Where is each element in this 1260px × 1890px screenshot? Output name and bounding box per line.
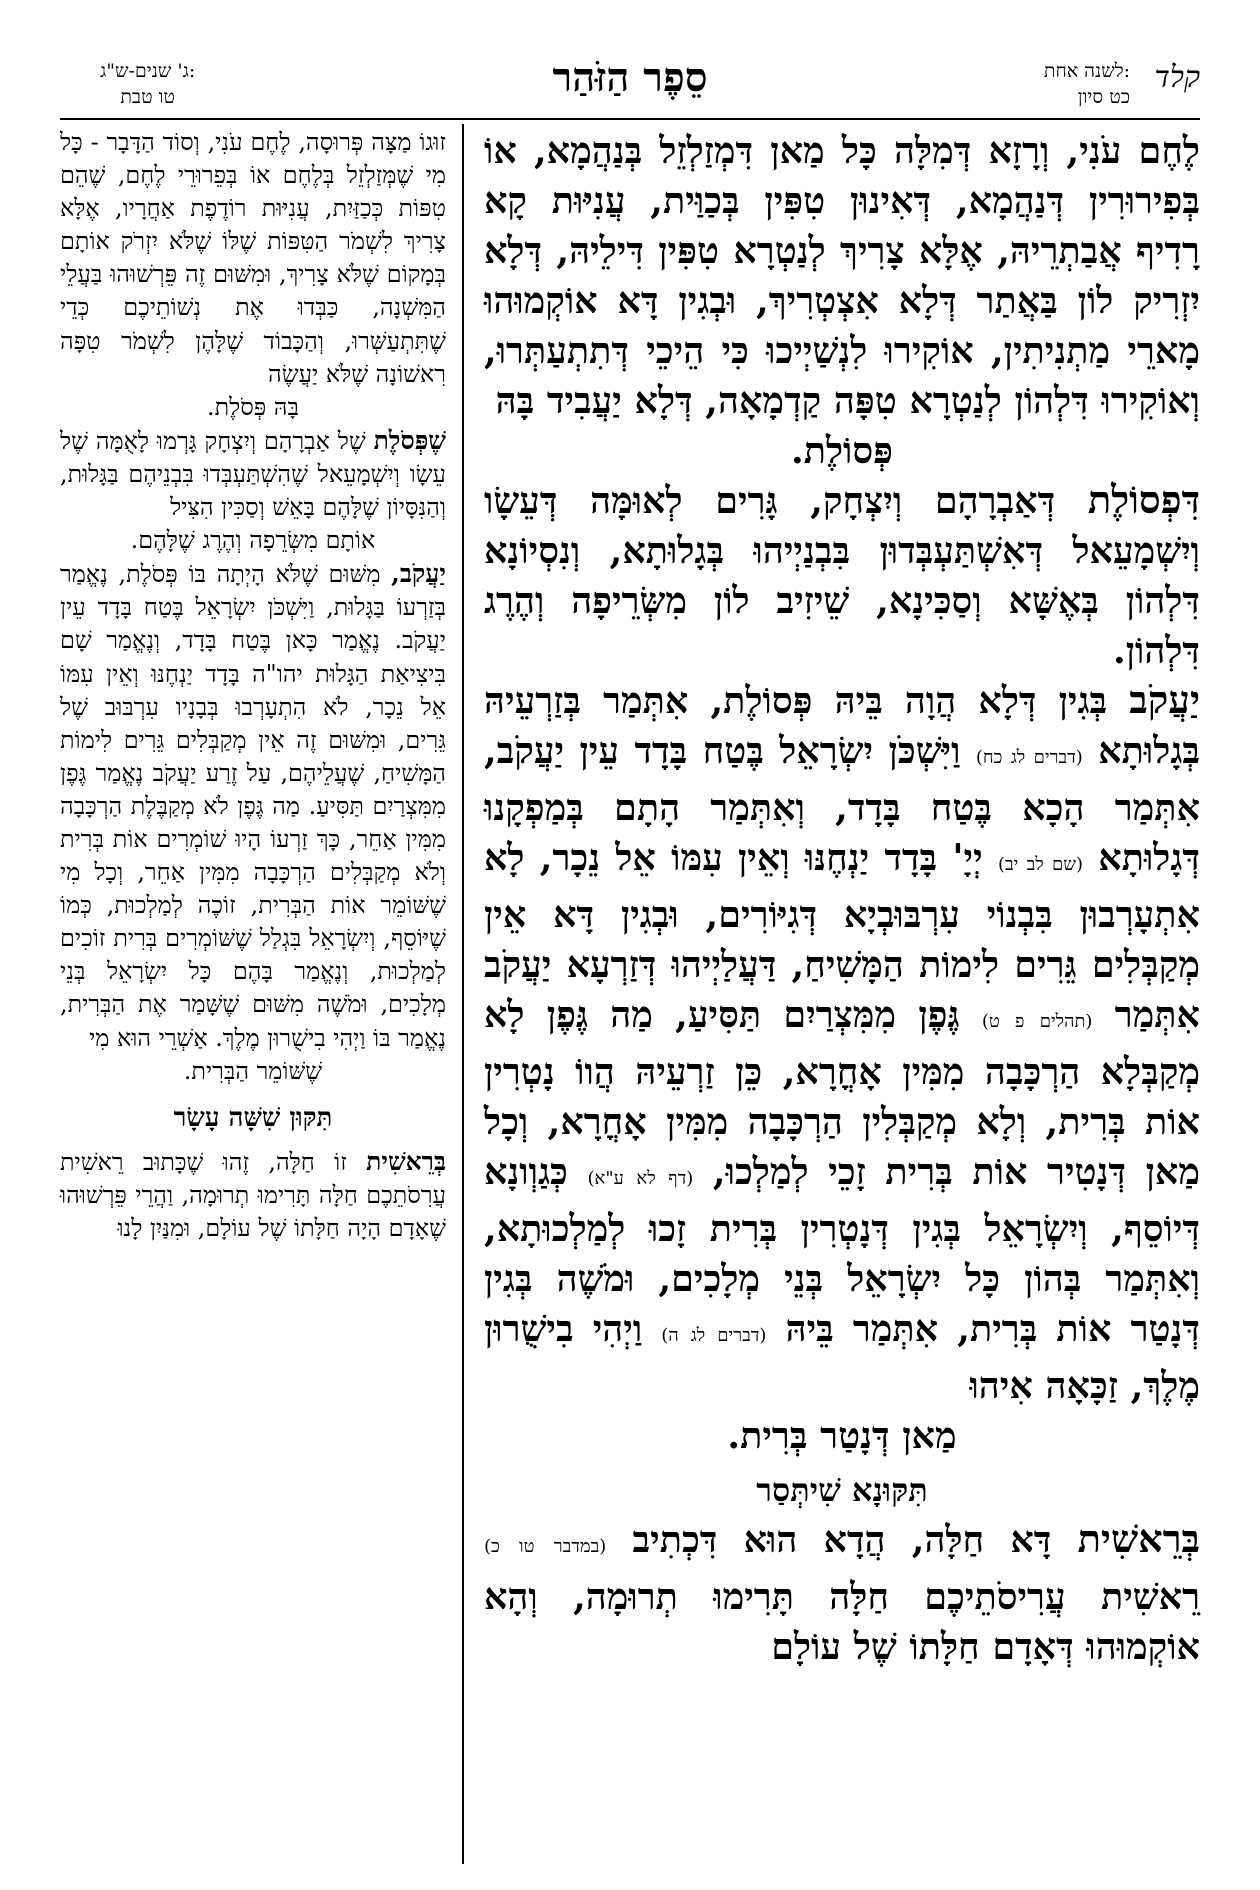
hebrew-translation-column xyxy=(60,126,446,1245)
main-p4-lead-word: בְּרֵאשִׁית xyxy=(1077,1517,1200,1562)
side-p3-text: מִשּׁוּם שֶׁלֹּא הָיְתָה בּוֹ פְּסֹלֶת, נֶאֱמַר בְּזַרְעוֹ בַּגָּלוּת, וַיִּשְׁכֹּן יִשְׂרָאֵל בֶּטַח בָּדָד עֵין יַעֲקֹב. נֶאֱמַר כָּאן בֶּטַח בָּדָד, וְנֶאֱמַר שָׁם בִּיצִיאַת הַגָּלוּת יהו"ה בָּדָד יַנְחֶנּוּ וְאֵין עִמּוֹ אֵל נֵכָר, לֹא הִתְעָרְבוּ בְּבָנָיו עִרְבּוּב שֶׁל גֵּרִים, וּמִשּׁוּם זֶה אֵין מְקַבְּלִים גֵּרִים לִימוֹת הַמָּשִׁיחַ, שֶׁעֲלֵיהֶם, עַל זֶרַע יַעֲקֹב נֶאֱמַר גֶּפֶן מִמִּצְרַיִם תַּסִּיעַ. מַה גֶּפֶן לֹא מְקַבֶּלֶת הַרְכָּבָה מִמִּין אַחֵר, כָּךְ זַרְעוֹ הָיוּ שׁוֹמְרִים אוֹת בְּרִית וְלֹא מְקַבְּלִים הַרְכָּבָה מִמִּין אַחֵר, וְכָל מִי שֶׁשּׁוֹמֵר אוֹת הַבְּרִית, זוֹכֶה לְמַלְכוּת, כְּמוֹ שֶׁיּוֹסֵף, וְיִשְׂרָאֵל בִּגְלַל שֶׁשּׁוֹמְרִים בְּרִית זוֹכִים לְמַלְכוּת, וְנֶאֱמַר בָּהֶם כָּל יִשְׂרָאֵל בְּנֵי מְלָכִים, וּמֹשֶׁה מִשּׁוּם שֶׁשָּׁמַר אֶת הַבְּרִית, נֶאֱמַר בּוֹ וַיְהִי בִישֻׁרוּן מֶלֶךְ. אַשְׁרֵי הוּא מִי xyxy=(60,560,446,1052)
main-paragraph-3 xyxy=(484,676,1200,1411)
side-p4-text: זוֹ חַלָּה, זֶהוּ שֶׁכָּתוּב רֵאשִׁית עֲרִסֹתֵכֶם חַלָּה תָּרִימוּ תְרוּמָה, וַהֲרֵי פֵּרְשׁוּהוּ שֶׁאָדָם הָיָה חַלָּתוֹ שֶׁל עוֹלָם, וּמִנַּיִן לָנוּ xyxy=(60,1147,446,1242)
side-p2-lead-word: שֶׁפְּסֹלֶת xyxy=(373,425,446,455)
side-paragraph-3 xyxy=(60,557,446,1054)
column-divider xyxy=(462,124,464,1864)
main-paragraph-4 xyxy=(484,1515,1200,1672)
schedule-one-year-date: כט סיון xyxy=(1077,86,1130,108)
schedule-one-year-label: לשנה אחת: xyxy=(1043,60,1130,82)
verse-reference: (שם לב יב) xyxy=(997,854,1083,875)
side-p3-last-line: שֶׁשּׁוֹמֵר הַבְּרִית. xyxy=(183,1056,323,1085)
verse-reference: (במדבר טו כ) xyxy=(484,1536,607,1557)
verse-reference: (תהלים פ ט) xyxy=(981,1011,1093,1032)
side-p1-last-line: בָּהּ פְּסֹלֶת. xyxy=(207,392,299,421)
main-p3-text-d: גֶּפֶן מִמִּצְרַיִם תַּסִּיעַ, מַה גֶּפֶן לָא מְקַבְּלָא הַרְכָּבָה מִמִּין אָחֳרָא, כֵּן זַרְעֵיהּ הֲווֹ נָטְרִין אוֹת בְּרִית, וְלָא מְקַבְּלִין הַרְכָּבָה מִמִּין אָחֳרָא, וְכָל מַאן דְּנָטִיר אוֹת בְּרִית זָכֵי לְמַלְכוּ, xyxy=(484,993,1200,1193)
main-p3-text-b: וַיִּשְׁכֹּן יִשְׂרָאֵל בֶּטַח בָּדָד עֵין יַעֲקֹב, אִתְּמַר הָכָא בֶּטַח בָּדָד, וְאִתְּמַר הָתָם בְּמַפְקָנוּ דְּגָלוּתָא xyxy=(484,729,1200,879)
side-paragraph-1 xyxy=(60,126,446,391)
main-paragraph-2 xyxy=(484,476,1200,676)
side-p2-text: שֶׁל אַבְרָהָם וְיִצְחָק גָּרְמוּ לָאֻמָּה שֶׁל עֵשָׂו וְיִשְׁמָעֵאל שֶׁהִשְׁתַּעְבְּדוּ בִּבְנֵיהֶם בַּגָּלוּת, וְהַנִּסָּיוֹן שֶׁלָּהֶם בָּאֵשׁ וְסַכִּין הִצִּיל xyxy=(60,426,446,522)
side-p2-last-line: אוֹתָם מִשְּׂרֵפָה וְהֶרֶג שֶׁלָּהֶם. xyxy=(130,526,376,555)
folio-reference: (דף לא ע"א) xyxy=(587,1168,694,1189)
verse-reference: (דברים לג כח) xyxy=(975,747,1083,768)
main-p2-lead-word: דִּפְסוֹלֶת xyxy=(1087,478,1200,523)
main-section-title: תִּקּוּנָא שִׁיתְּסַר xyxy=(756,1471,928,1509)
schedule-three-years-date: טו טבת xyxy=(120,86,175,108)
main-p3-text-c: יְיָ' בָּדָד יַנְחֶנּוּ וְאֵין עִמּוֹ אֵל נֵכָר, לָא אִתְעָרְבוּן בִּבְנוֹי עִרְבּוּבְיָא דְּגִיּוֹרִים, וּבְגִין דָּא אֵין מְקַבְּלִים גֵּרִים לִימוֹת הַמָּשִׁיחַ, דַּעֲלַיְיהוּ דְּזַרְעָא יַעֲקֹב אִתְּמַר xyxy=(484,836,1200,1036)
schedule-three-years-label: ג' שנים-ש"ג: xyxy=(100,60,196,82)
book-title: סֵפֶר הַזֹּהַר xyxy=(552,54,708,101)
main-p3-text-a: בְּגִין דְּלָא הֲוָה בֵּיהּ פְּסוֹלֶת, אִתְּמַר בְּזַרְעֵיהּ בְּגָלוּתָא xyxy=(484,679,1200,772)
header-rule xyxy=(60,118,1200,120)
main-p3-last-line: מַאן דְּנָטַר בְּרִית. xyxy=(727,1414,957,1457)
side-p3-lead-word: יַעֲקֹב, xyxy=(391,559,446,589)
side-paragraph-4 xyxy=(60,1145,446,1245)
main-p1-last-line: פְּסוֹלֶת. xyxy=(791,429,893,472)
main-p4-text-a: דָּא חַלָּה, הֲדָא הוּא דִּכְתִיב xyxy=(632,1518,1052,1561)
aramaic-main-column xyxy=(484,126,1200,1672)
main-p4-text-b: רֵאשִׁית עֲרִיסֹתֵיכֶם חַלָּה תָּרִימוּ תְרוּמָה, וְהָא אוֹקְמוּהוּ דְּאָדָם חַלָּתוֹ שֶׁל עוֹלָם xyxy=(484,1575,1200,1668)
side-p4-lead-word: בְּרֵאשִׁית xyxy=(366,1146,446,1176)
side-p1-text: זוּגוֹ מַצָּה פְּרוּסָה, לֶחֶם עֹנִי, וְסוֹד הַדָּבָר - כָּל מִי שֶׁמְּזַלְזֵל בְּלֶחֶם אוֹ בְּפֵרוּרֵי לֶחֶם, שֶׁהֵם טִפּוֹת כְּכַזַּיִת, עֲנִיּוּת רוֹדֶפֶת אַחֲרָיו, אֶלָּא צָרִיךְ לִשְׁמֹר הַטִּפּוֹת שֶׁלּוֹ שֶׁלֹּא יִזְרֹק אוֹתָם בְּמָקוֹם שֶׁלֹּא צָרִיךְ, וּמִשּׁוּם זֶה פֵּרְשׁוּהוּ בַּעֲלֵי הַמִּשְׁנָה, כַּבְּדוּ אֶת נְשׁוֹתֵיכֶם כְּדֵי שֶׁתִּתְעַשְּׁרוּ, וְהַכָּבוֹד שֶׁלָּהֶן לִשְׁמֹר טִפָּה רִאשׁוֹנָה שֶׁלֹּא יַעֲשֶׂה xyxy=(60,128,446,388)
main-p2-text: דְּאַבְרָהָם וְיִצְחָק, גָּרִים לְאוּמָּה דְּעֵשָׂו וְיִשְׁמָעֵאל דְּאִשְׁתַּעְבְּדוּן בִּבְנַיְיהוּ בְּגָלוּתָא, וְנִסְיוֹנָא דִּלְהוֹן בְּאֶשָּׁא וְסַכִּינָא, שֵׁיזִיב לוֹן מִשְּׂרֵיפָה וְהֶרֶג דִּלְהוֹן. xyxy=(484,479,1200,672)
main-p3-lead-word: יַעֲקֹב xyxy=(1129,678,1200,723)
schedule-three-years xyxy=(100,58,195,110)
page-number: קלד xyxy=(1154,60,1200,95)
verse-reference: (דברים לג ה) xyxy=(661,1325,767,1346)
side-section-title: תִּקּוּן שִׁשָּׁה עָשָׂר xyxy=(173,1102,333,1133)
main-p1-text: לֶחֶם עֹנִי, וְרָזָא דְּמִלָּה כָּל מַאן דִּמְזַלְזֵל בְּנַהֲמָא, אוֹ בְּפִירוּרִין דְּנַהֲמָא, דְּאִינוּן טִפִּין בְּכַוַּית, עֲנִיּוּת קָא רָדִיף אֲבַתְרֵיהּ, אֶלָּא צָרִיךְ לְנַטְרָא טִפִּין דִּילֵיהּ, דְּלָא יִזְרִיק לוֹן בַּאֲתַר דְּלָא אִצְטְרִיךְ, וּבְגִין דָּא אוֹקְמוּהוּ מָארֵי מַתְנִיתִין, אוֹקִירוּ לִנְשַׁיְיכוּ כִּי הֵיכֵי דְּתִתְעַתְּרוּ, וְאוֹקִירוּ דִּלְהוֹן לְנַטְרָא טִפָּה קַדְמָאָה, דְּלָא יַעֲבִיד בָּהּ xyxy=(484,129,1200,422)
running-header xyxy=(60,52,1200,116)
main-p3-text-e: כְּגַוְונָא דְּיוֹסֵף, וְיִשְׂרָאֵל בְּגִין דְּנָטְרִין בְּרִית זָכוּ לְמַלְכוּתָא, וְאִתְּמַר בְּהוֹן כָּל יִשְׂרָאֵל בְּנֵי מְלָכִים, וּמֹשֶׁה בְּגִין דְּנָטַר אוֹת בְּרִית, אִתְּמַר בֵּיהּ xyxy=(484,1150,1200,1350)
main-paragraph-1 xyxy=(484,126,1200,426)
side-paragraph-2 xyxy=(60,424,446,524)
main-p3-text-f: וַיְהִי בִישֻׁרוּן מֶלֶךְ, זַכָּאָה אִיהוּ xyxy=(484,1307,1200,1407)
